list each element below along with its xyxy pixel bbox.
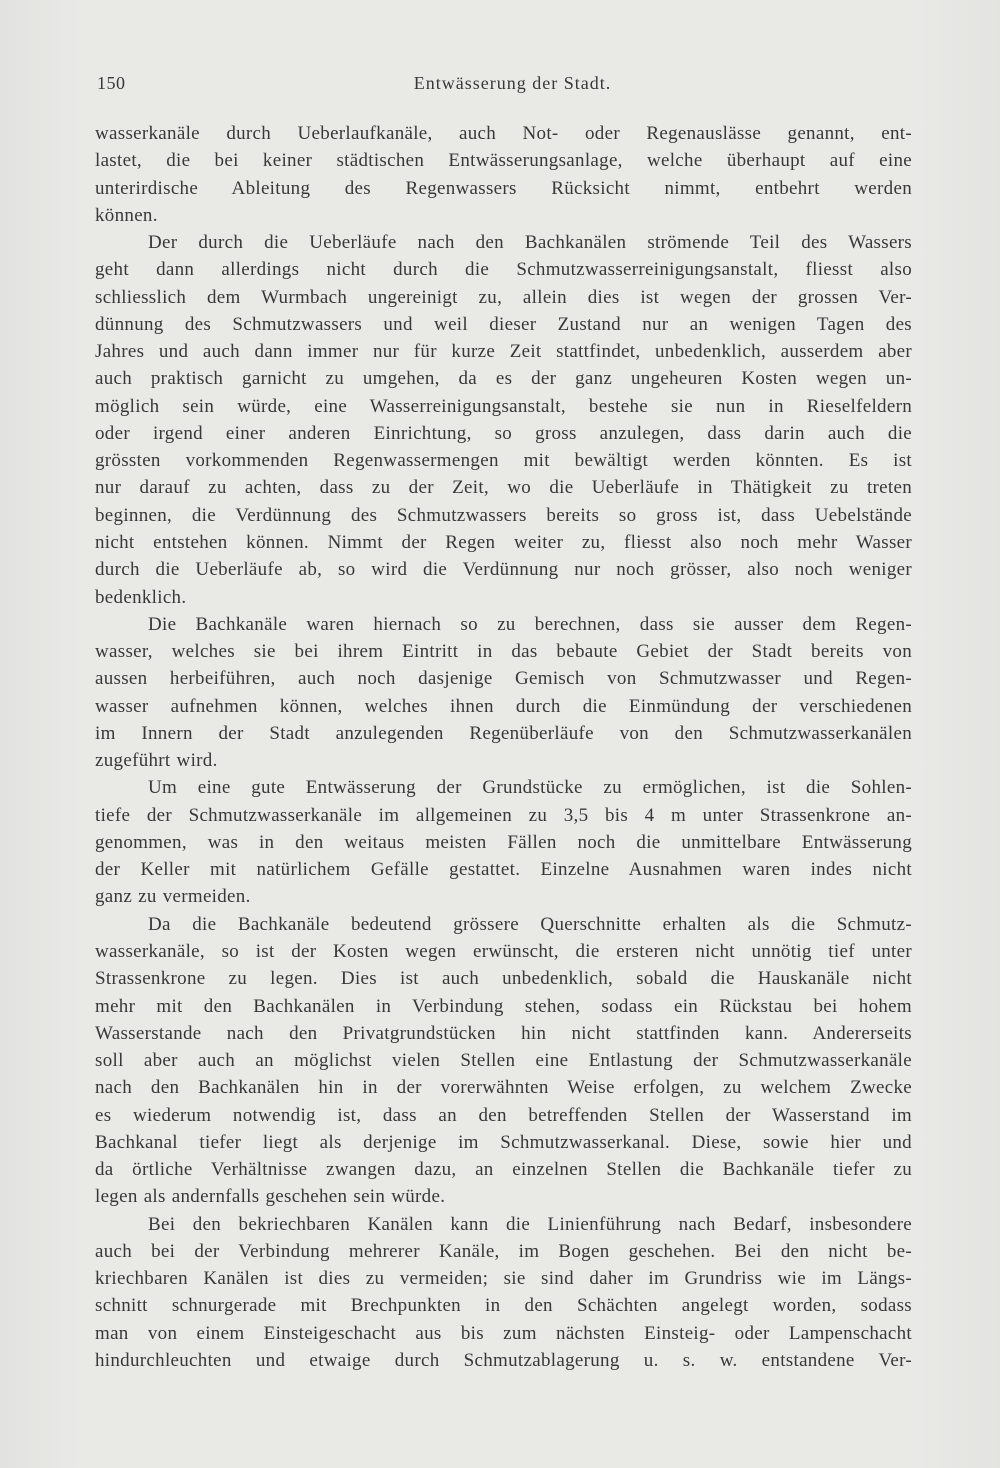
text-line: nicht entstehen können. Nimmt der Regen weiter zu, fliesst also noch mehr Wasser: [95, 531, 912, 553]
text-line: Strassenkrone zu legen. Dies ist auch unbedenklich, sobald die Hauskanäle nicht: [95, 968, 912, 990]
text-line: genommen, was in den weitaus meisten Fällen noch die unmittelbare Entwässerung: [95, 831, 912, 853]
text-line: es wiederum notwendig ist, dass an den betreffenden Stellen der Wasserstand im: [95, 1104, 912, 1126]
text-line: ganz zu vermeiden.: [95, 886, 251, 908]
text-line: Die Bachkanäle waren hiernach so zu berechnen, dass sie ausser dem Regen-: [148, 613, 912, 635]
text-line: möglich sein würde, eine Wasserreinigungsanstalt, bestehe sie nun in Rieselfeldern: [95, 395, 912, 417]
text-line: wasserkanäle, so ist der Kosten wegen erwünscht, die ersteren nicht unnötig tief unter: [95, 940, 912, 962]
text-line: schliesslich dem Wurmbach ungereinigt zu, allein dies ist wegen der grossen Ver-: [95, 286, 912, 308]
text-line: aussen herbeiführen, auch noch dasjenige Gemisch von Schmutzwasser und Regen-: [95, 668, 912, 690]
paragraph: [95, 611, 912, 775]
text-line: auch praktisch garnicht zu umgehen, da es der ganz ungeheuren Kosten wegen un-: [95, 368, 912, 390]
text-line: Bei den bekriechbaren Kanälen kann die Linienführung nach Bedarf, insbesondere: [148, 1213, 912, 1235]
text-line: nur darauf zu achten, dass zu der Zeit, wo die Ueberläufe in Thätigkeit zu treten: [95, 477, 912, 499]
text-line: Um eine gute Entwässerung der Grundstücke zu ermöglichen, ist die Sohlen-: [148, 777, 912, 799]
text-line: soll aber auch an möglichst vielen Stellen eine Entlastung der Schmutzwasserkanäle: [95, 1050, 912, 1072]
text-line: wasser, welches sie bei ihrem Eintritt in das bebaute Gebiet der Stadt bereits von: [95, 641, 912, 663]
text-line: im Innern der Stadt anzulegenden Regenüberläufe von den Schmutzwasserkanälen: [95, 722, 912, 744]
text-line: legen als andernfalls geschehen sein würde.: [95, 1186, 446, 1208]
text-line: Wasserstande nach den Privatgrundstücken hin nicht stattfinden kann. Andererseits: [95, 1022, 912, 1044]
text-line: wasserkanäle durch Ueberlaufkanäle, auch Not- oder Regenauslässe genannt, ent-: [95, 123, 912, 144]
text-line: lastet, die bei keiner städtischen Entwässerungsanlage, welche überhaupt auf eine: [95, 150, 912, 172]
text-line: oder irgend einer anderen Einrichtung, so gross anzulegen, dass darin auch die: [95, 422, 912, 444]
text-line: können.: [95, 204, 158, 226]
text-line: man von einem Einsteigeschacht aus bis zum nächsten Einsteig- oder Lampenschacht: [95, 1322, 912, 1344]
text-line: dünnung des Schmutzwassers und weil dieser Zustand nur an wenigen Tagen des: [95, 313, 912, 335]
body-text: [95, 120, 912, 1374]
text-line: hindurchleuchten und etwaige durch Schmutzablagerung u. s. w. entstandene Ver-: [95, 1349, 912, 1371]
text-line: grössten vorkommenden Regenwassermengen mit bewältigt werden könnten. Es ist: [95, 450, 912, 472]
page-header: [95, 70, 912, 96]
text-line: da örtliche Verhältnisse zwangen dazu, an einzelnen Stellen die Bachkanäle tiefer zu: [95, 1159, 912, 1181]
text-line: geht dann allerdings nicht durch die Schmutzwasserreinigungsanstalt, fliesst also: [95, 259, 912, 281]
text-line: schnitt schnurgerade mit Brechpunkten in den Schächten angelegt worden, sodass: [95, 1295, 912, 1317]
paragraph: [95, 1211, 912, 1375]
text-line: Jahres und auch dann immer nur für kurze Zeit stattfindet, unbedenklich, ausserdem aber: [95, 341, 912, 363]
paragraph: [95, 120, 912, 229]
running-head: Entwässerung der Stadt.: [413, 73, 612, 93]
paragraph: [95, 774, 912, 910]
text-line: zugeführt wird.: [95, 750, 218, 772]
page-number: 150: [97, 73, 126, 93]
text-line: durch die Ueberläufe ab, so wird die Verdünnung nur noch grösser, also noch weniger: [95, 559, 912, 581]
text-line: Da die Bachkanäle bedeutend grössere Querschnitte erhalten als die Schmutz-: [148, 913, 912, 935]
text-line: bedenklich.: [95, 586, 187, 608]
text-line: tiefe der Schmutzwasserkanäle im allgemeinen zu 3,5 bis 4 m unter Strassenkrone an-: [95, 804, 912, 826]
text-line: kriechbaren Kanälen ist dies zu vermeiden; sie sind daher im Grundriss wie im Längs-: [95, 1268, 912, 1290]
text-line: Der durch die Ueberläufe nach den Bachkanälen strömende Teil des Wassers: [148, 232, 912, 254]
paragraph: [95, 911, 912, 1211]
text-line: wasser aufnehmen können, welches ihnen durch die Einmündung der verschiedenen: [95, 695, 912, 717]
text-line: beginnen, die Verdünnung des Schmutzwassers bereits so gross ist, dass Uebelstände: [95, 504, 912, 526]
text-line: auch bei der Verbindung mehrerer Kanäle, im Bogen geschehen. Bei den nicht be-: [95, 1240, 912, 1262]
paragraph: [95, 229, 912, 611]
text-line: mehr mit den Bachkanälen in Verbindung stehen, sodass ein Rückstau bei hohem: [95, 995, 912, 1017]
text-line: der Keller mit natürlichem Gefälle gestattet. Einzelne Ausnahmen waren indes nicht: [95, 859, 912, 881]
text-line: unterirdische Ableitung des Regenwassers Rücksicht nimmt, entbehrt werden: [95, 177, 912, 199]
text-line: Bachkanal tiefer liegt als derjenige im Schmutzwasserkanal. Diese, sowie hier und: [95, 1131, 912, 1153]
text-line: nach den Bachkanälen hin in der vorerwähnten Weise erfolgen, zu welchem Zwecke: [95, 1077, 912, 1099]
